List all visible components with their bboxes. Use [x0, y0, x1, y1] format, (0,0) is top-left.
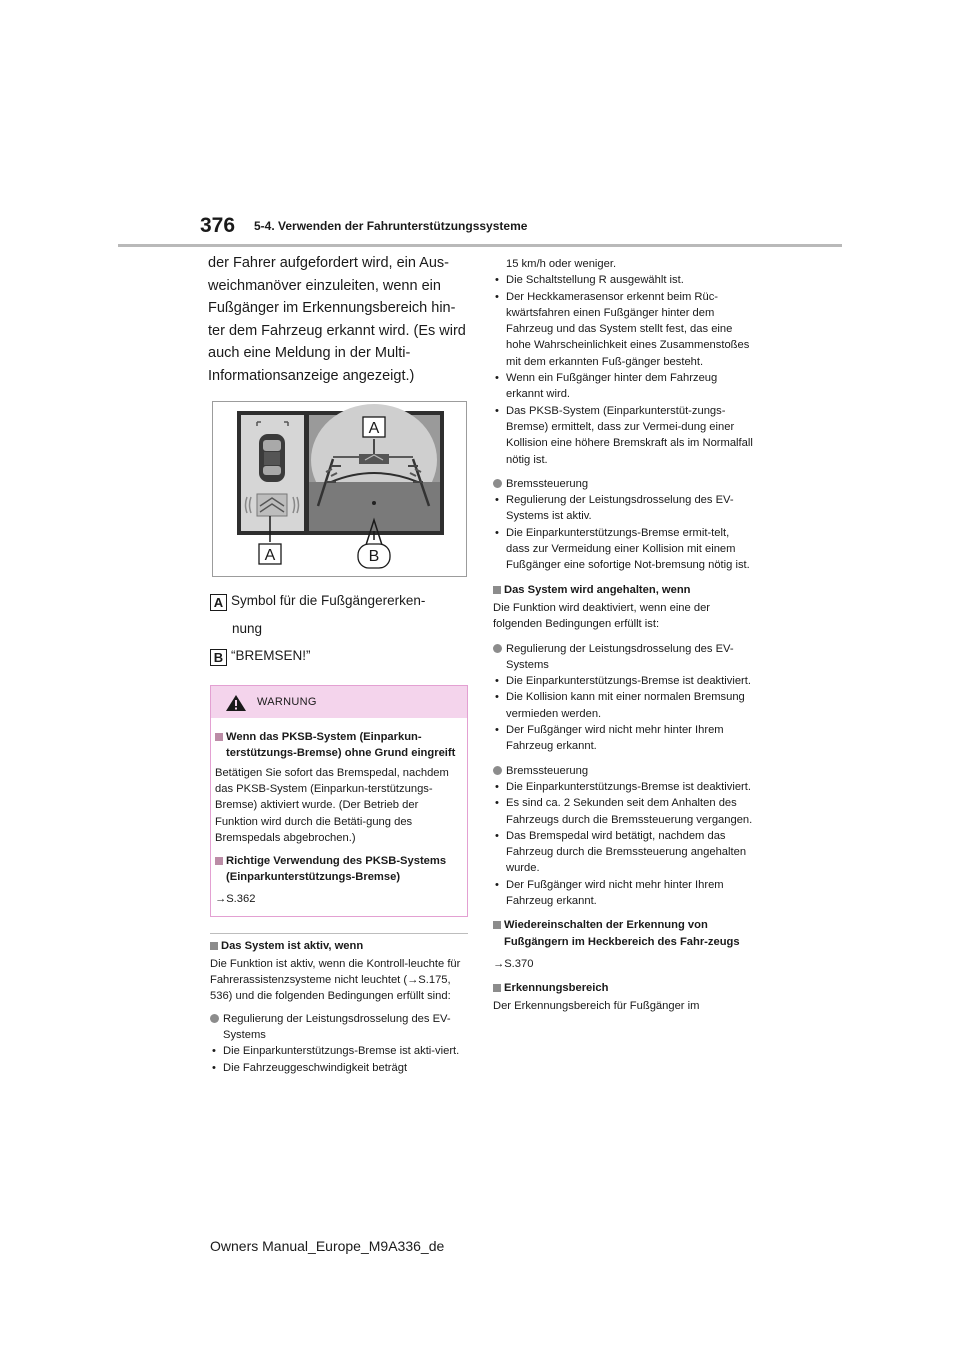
warning-label: WARNUNG	[257, 695, 317, 708]
list-item: • Die Einparkunterstützungs-Bremse ist deaktiviert.	[495, 780, 751, 793]
legend-text-a: Symbol für die Fußgängererken-	[231, 592, 426, 608]
callout-a-top: A	[368, 419, 380, 437]
detection-area-paragraph: Der Erkennungsbereich für Fußgänger im	[493, 1000, 700, 1013]
square-bullet-icon	[215, 857, 223, 865]
legend-text-b: “BREMSEN!”	[231, 647, 311, 663]
circle-bullet-icon	[493, 644, 502, 653]
square-bullet-icon	[493, 921, 501, 929]
continued-line: 15 km/h oder weniger.	[506, 258, 617, 270]
warning-triangle-icon	[225, 694, 247, 712]
warning-title-1: Wenn das PKSB-System (Einparkun-terstützungs-Bremse) ohne Grund eingreift	[215, 729, 462, 761]
list-item: • Die Fahrzeuggeschwindigkeit beträgt	[212, 1061, 408, 1074]
warning-header	[211, 686, 467, 718]
reenable-title: Wiedereinschalten der Erkennung von Fußgängern im Heckbereich des Fahr-zeugs	[493, 917, 753, 950]
list-item: • Regulierung der Leistungsdrosselung des EV-Systems ist aktiv.	[495, 494, 734, 523]
circle-bullet-icon	[493, 766, 502, 775]
square-bullet-icon	[493, 984, 501, 992]
square-bullet-icon	[215, 733, 223, 741]
list-item: • Die Einparkunterstützungs-Bremse ist deaktiviert.	[495, 675, 751, 688]
list-item: • Der Fußgänger wird nicht mehr hinter Ihrem Fahrzeug erkannt.	[495, 878, 724, 907]
warning-paragraph: Betätigen Sie sofort das Bremspedal, nachdem das PKSB-System (Einparkun-terstützungs-Bremse) aktiviert wurde. (Der Betrieb der Funktion wird durch die Betäti-gung des Bremspedals abgebrochen.)	[215, 766, 449, 844]
page-number: 376	[200, 214, 236, 237]
active-bullet: Regulierung der Leistungsdrosselung des EV-Systems	[210, 1011, 472, 1044]
legend-badge-b: B	[210, 649, 227, 666]
camera-display-figure	[212, 401, 467, 577]
intro-paragraph: der Fahrer aufgefordert wird, ein Aus-weichmanöver einzuleiten, wenn ein Fußgänger im Erkennungsbereich hin-ter dem Fahrzeug erkannt wird. (Es wird auch eine Meldung in der Multi-Informationsanzeige angezeigt.)	[208, 255, 466, 384]
right-column	[493, 256, 753, 1015]
list-item: • Es sind ca. 2 Sekunden seit dem Anhalten des Fahrzeugs durch die Bremssteuerung vergangen.	[495, 797, 753, 826]
legend-item-b	[210, 645, 472, 666]
callout-b: B	[368, 547, 380, 565]
callout-a-bottom: A	[264, 546, 276, 564]
warning-body	[211, 718, 467, 916]
section-rule	[210, 933, 468, 934]
legend-text-a-cont: nung	[232, 620, 263, 636]
circle-bullet-icon	[493, 479, 502, 488]
warning-title-2: Richtige Verwendung des PKSB-Systems (Einparkunterstützungs-Bremse)	[215, 853, 462, 885]
list-item: • Wenn ein Fußgänger hinter dem Fahrzeug erkannt wird.	[495, 372, 718, 401]
list-item: • Der Fußgänger wird nicht mehr hinter Ihrem Fahrzeug erkannt.	[495, 724, 724, 753]
active-conditions	[210, 938, 472, 1076]
reenable-page-ref[interactable]: →S.370	[493, 957, 534, 970]
footer-manual-id: Owners Manual_Europe_M9A336_de	[210, 1238, 445, 1254]
stop-bullet-ev: Regulierung der Leistungsdrosselung des EV-Systems	[493, 641, 753, 674]
circle-bullet-icon	[210, 1014, 219, 1023]
list-item: • Die Einparkunterstützungs-Bremse ist akti-viert.	[212, 1045, 460, 1058]
square-bullet-icon	[210, 942, 218, 950]
brake-control-bullet: Bremssteuerung	[493, 476, 753, 492]
stop-bullet-brake: Bremssteuerung	[493, 763, 753, 779]
stop-title: Das System wird angehalten, wenn	[493, 582, 753, 598]
warning-page-ref[interactable]: →S.362	[215, 893, 256, 906]
active-paragraph: Die Funktion ist aktiv, wenn die Kontroll-leuchte für Fahrerassistenzsysteme nicht leuchtet (→S.175, 536) und die folgenden Bedingungen erfüllt sind:	[210, 957, 461, 1003]
list-item: • Die Schaltstellung R ausgewählt ist.	[495, 274, 684, 287]
display-illustration	[213, 402, 468, 578]
legend-badge-a: A	[210, 594, 227, 611]
list-item: • Das Bremspedal wird betätigt, nachdem das Fahrzeug durch die Bremssteuerung angehalten wurde.	[495, 829, 747, 875]
list-item: • Das PKSB-System (Einparkunterstüt-zungs-Bremse) ermittelt, dass zur Vermei-dung einer Kollision eine höhere Bremskraft als im Normalfall nötig ist.	[495, 404, 753, 466]
detection-area-title: Erkennungsbereich	[493, 980, 753, 996]
section-heading: 5-4. Verwenden der Fahrunterstützungssysteme	[254, 219, 528, 233]
legend-item-a	[210, 590, 472, 639]
list-item: • Die Kollision kann mit einer normalen Bremsung vermieden werden.	[495, 691, 745, 720]
header-rule	[118, 244, 842, 247]
stop-paragraph: Die Funktion wird deaktiviert, wenn eine der folgenden Bedingungen erfüllt ist:	[493, 601, 711, 631]
list-item: • Die Einparkunterstützungs-Bremse ermit-telt, dass zur Vermeidung einer Kollision mit einem Fußgänger eine sofortige Not-bremsung nötig ist.	[495, 526, 750, 572]
list-item: • Der Heckkamerasensor erkennt beim Rüc-kwärtsfahren einen Fußgänger hinter dem Fahrzeug und das System stellt fest, das eine hohe Wahrscheinlichkeit eines Zusammenstoßes mit dem erkannten Fuß-gänger besteht.	[495, 290, 750, 368]
left-column	[208, 252, 472, 1076]
square-bullet-icon	[493, 586, 501, 594]
active-title: Das System ist aktiv, wenn	[210, 938, 472, 954]
warning-box	[210, 685, 468, 917]
